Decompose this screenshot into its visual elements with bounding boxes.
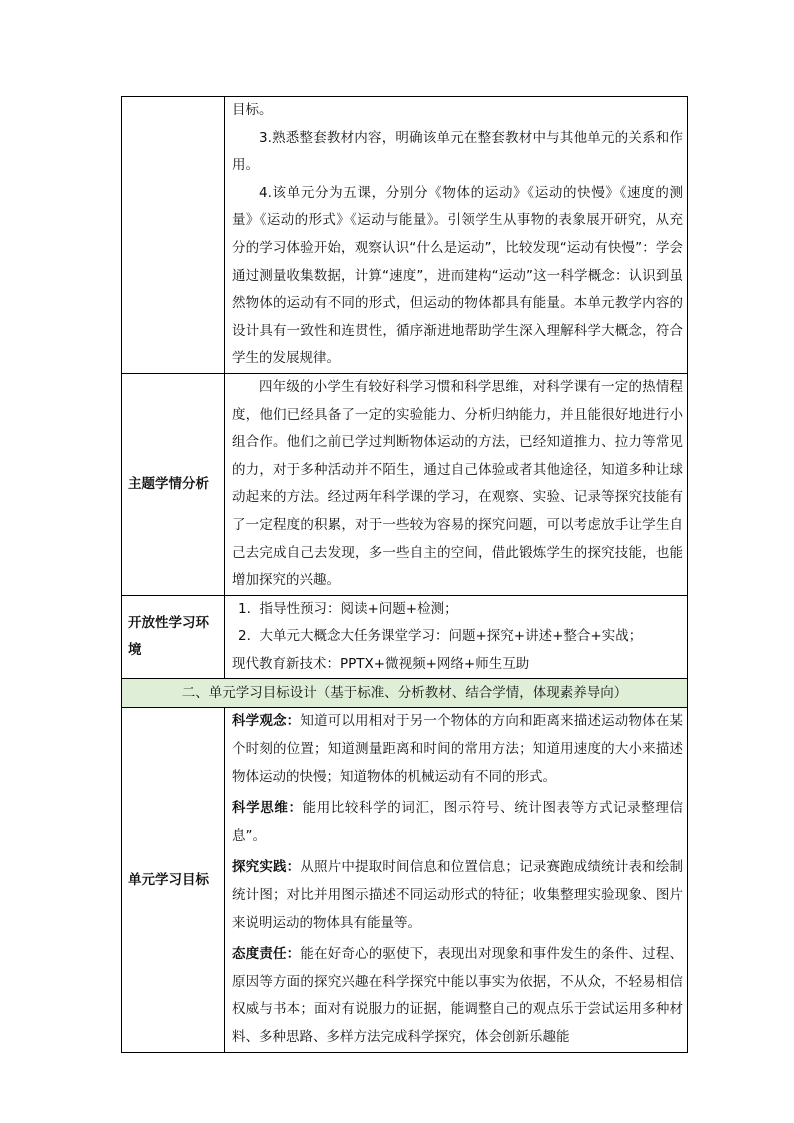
learning-goals-cell: [225, 708, 688, 1052]
row-label: 主题学情分析: [122, 373, 225, 595]
table-row: [122, 97, 688, 374]
goal-item: [232, 941, 683, 1051]
list-item: 现代教育新技术：PPTX+微视频+网络+师生互助: [232, 655, 530, 672]
paragraph: 四年级的小学生有较好科学习惯和科学思维，对科学课有一定的热情程度，他们已经具备了一定的实验能力、分析归纳能力，并且能很好地进行小组合作。他们之前已学过判断物体运动的方法，已经知道推力、拉力等常见的力，对于多种活动并不陌生，通过自己体验或者其他途径，知道多种让球动起来的方法。经过两年科学课的学习，在观察、实验、记录等探究技能有了一定程度的积累，对于一些较为容易的探究问题，可以考虑放手让学生自己去完成自己去发现，多一些自主的空间，借此锻炼学生的探究技能，也能增加探究的兴趣。: [232, 378, 683, 589]
learning-environment-cell: [225, 595, 688, 679]
row-label: 开放性学习环境: [122, 595, 225, 679]
goal-heading: 科学思维：: [232, 800, 303, 817]
paragraph: 目标。: [232, 102, 273, 118]
goal-item: [232, 795, 683, 850]
paragraph: 4.该单元分为五课，分别分《物体的运动》《运动的快慢》《速度的测量》《运动的形式》《运动与能量》。引领学生从事物的表象展开研究，从充分的学习体验开始，观察认识“什么是运动”，比较发现“运动有快慢”：学会通过测量收集数据，计算“速度”，进而建构“运动”这一科学概念：认识到虽然物体的运动有不同的形式，但运动的物体都具有能量。本单元教学内容的设计具有一致性和连贯性，循序渐进地帮助学生深入理解科学大概念，符合学生的发展规律。: [232, 184, 683, 367]
table-row: [122, 373, 688, 595]
goal-heading: 科学观念：: [232, 713, 301, 730]
goal-text: 知道可以用相对于另一个物体的方向和距离来描述运动物体在某个时刻的位置；知道测量距离和时间的常用方法；知道用速度的大小来描述物体运动的快慢；知道物体的机械运动有不同的形式。: [232, 713, 683, 785]
list-item: 2. 大单元大概念大任务课堂学习：问题+探究+讲述+整合+实战；: [238, 628, 643, 645]
goal-text: 从照片中提取时间信息和位置信息；记录赛跑成绩统计表和绘制统计图；对比并用图示描述不同运动形式的特征；收集整理实验现象、图片来说明运动的物体具有能量等。: [232, 859, 683, 931]
list-item: 1. 指导性预习：阅读+问题+检测；: [238, 600, 458, 617]
table-row: [122, 595, 688, 679]
section-header-row: [122, 679, 688, 708]
paragraph: 3.熟悉整套教材内容，明确该单元在整套教材中与其他单元的关系和作用。: [232, 129, 683, 174]
goal-item: [232, 854, 683, 937]
goal-heading: 态度责任：: [232, 946, 301, 963]
row-label: 单元学习目标: [122, 708, 225, 1052]
goal-text: 能在好奇心的驱使下，表现出对现象和事件发生的条件、过程、原因等方面的探究兴趣在科学探究中能以事实为依据，不从众，不轻易相信权威与书本；面对有说服力的证据，能调整自己的观点乐于尝试运用多种材料、多种思路、多样方法完成科学探究，体会创新乐趣能: [232, 946, 683, 1045]
goal-text: 能用比较科学的词汇，图示符号、统计图表等方式记录整理信息”。: [232, 800, 684, 844]
student-analysis-cell: [225, 373, 688, 595]
unit-analysis-cell: [225, 97, 688, 374]
goal-item: [232, 708, 683, 791]
section-title: 二、单元学习目标设计（基于标准、分析教材、结合学情，体现素养导向）: [122, 679, 688, 708]
table-row: [122, 708, 688, 1052]
unit-plan-table: [121, 96, 688, 1053]
goal-heading: 探究实践：: [232, 859, 301, 876]
empty-label-cell: [122, 97, 225, 374]
